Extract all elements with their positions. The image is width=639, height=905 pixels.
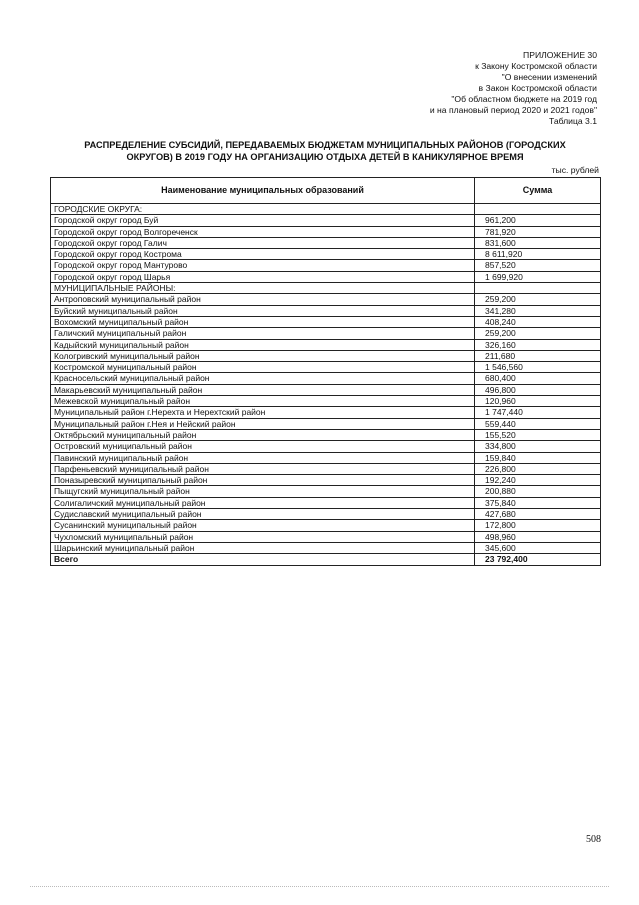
- municipality-name-cell: Сусанинский муниципальный район: [51, 520, 475, 531]
- document-title-line: ОКРУГОВ) В 2019 ГОДУ НА ОРГАНИЗАЦИЮ ОТДЫХА ДЕТЕЙ В КАНИКУЛЯРНОЕ ВРЕМЯ: [126, 151, 524, 162]
- table-row: [51, 418, 601, 429]
- section-header-row: [51, 204, 601, 215]
- municipality-name-cell: Макарьевский муниципальный район: [51, 384, 475, 395]
- table-row: [51, 486, 601, 497]
- column-header-name: Наименование муниципальных образований: [51, 178, 475, 204]
- municipality-name-cell: Буйский муниципальный район: [51, 305, 475, 316]
- municipality-name-cell: Муниципальный район г.Нерехта и Нерехтский район: [51, 407, 475, 418]
- table-row: [51, 294, 601, 305]
- sum-cell: 200,880: [475, 486, 601, 497]
- municipality-name-cell: Костромской муниципальный район: [51, 362, 475, 373]
- table-row: [51, 441, 601, 452]
- sum-cell: 159,840: [475, 452, 601, 463]
- sum-cell: 155,520: [475, 429, 601, 440]
- municipality-name-cell: Галичский муниципальный район: [51, 328, 475, 339]
- sum-cell: 680,400: [475, 373, 601, 384]
- table-header-row: [51, 178, 601, 204]
- table-number: Таблица 3.1: [548, 116, 597, 126]
- municipality-name-cell: Октябрьский муниципальный район: [51, 429, 475, 440]
- sum-cell: 559,440: [475, 418, 601, 429]
- municipality-name-cell: Островский муниципальный район: [51, 441, 475, 452]
- municipality-name-cell: Чухломский муниципальный район: [51, 531, 475, 542]
- table-row: [51, 396, 601, 407]
- municipality-name-cell: Городской округ город Кострома: [51, 249, 475, 260]
- table-row: [51, 384, 601, 395]
- municipality-name-cell: Городской округ город Мантурово: [51, 260, 475, 271]
- subsidy-table: [50, 177, 601, 566]
- appendix-header: [430, 50, 597, 127]
- table-row: [51, 373, 601, 384]
- appendix-line: к Закону Костромской области: [475, 61, 597, 71]
- appendix-line: "Об областном бюджете на 2019 год: [451, 94, 597, 104]
- footer-divider: [30, 886, 609, 887]
- sum-cell: 172,800: [475, 520, 601, 531]
- table-row: [51, 328, 601, 339]
- page-number: 508: [586, 834, 601, 845]
- municipality-name-cell: Судиславский муниципальный район: [51, 509, 475, 520]
- municipality-name-cell: Кологривский муниципальный район: [51, 350, 475, 361]
- table-row: [51, 452, 601, 463]
- municipality-name-cell: МУНИЦИПАЛЬНЫЕ РАЙОНЫ:: [51, 283, 475, 294]
- municipality-name-cell: Городской округ город Буй: [51, 215, 475, 226]
- total-label-cell: Всего: [51, 554, 475, 565]
- municipality-name-cell: Кадыйский муниципальный район: [51, 339, 475, 350]
- municipality-name-cell: Муниципальный район г.Нея и Нейский район: [51, 418, 475, 429]
- sum-cell: 375,840: [475, 497, 601, 508]
- municipality-name-cell: Парфеньевский муниципальный район: [51, 463, 475, 474]
- document-title-line: РАСПРЕДЕЛЕНИЕ СУБСИДИЙ, ПЕРЕДАВАЕМЫХ БЮДЖЕТАМ МУНИЦИПАЛЬНЫХ РАЙОНОВ (ГОРОДСКИХ: [84, 140, 566, 150]
- sum-cell: 857,520: [475, 260, 601, 271]
- table-row: [51, 215, 601, 226]
- municipality-name-cell: Антроповский муниципальный район: [51, 294, 475, 305]
- sum-cell: 334,800: [475, 441, 601, 452]
- municipality-name-cell: Павинский муниципальный район: [51, 452, 475, 463]
- sum-cell: 781,920: [475, 226, 601, 237]
- appendix-line: "О внесении изменений: [501, 72, 597, 82]
- table-row: [51, 271, 601, 282]
- sum-cell: 8 611,920: [475, 249, 601, 260]
- sum-cell: 427,680: [475, 509, 601, 520]
- sum-cell: 408,240: [475, 316, 601, 327]
- sum-cell: 226,800: [475, 463, 601, 474]
- appendix-line: в Закон Костромской области: [478, 83, 597, 93]
- sum-cell: 1 699,920: [475, 271, 601, 282]
- table-row: [51, 429, 601, 440]
- table-row: [51, 497, 601, 508]
- table-row: [51, 305, 601, 316]
- sum-cell: 831,600: [475, 237, 601, 248]
- table-row: [51, 226, 601, 237]
- municipality-name-cell: Шарьинский муниципальный район: [51, 542, 475, 553]
- municipality-name-cell: Солигаличский муниципальный район: [51, 497, 475, 508]
- table-row: [51, 316, 601, 327]
- section-header-row: [51, 283, 601, 294]
- table-row: [51, 260, 601, 271]
- sum-cell: 341,280: [475, 305, 601, 316]
- sum-cell: 211,680: [475, 350, 601, 361]
- document-title: [60, 140, 590, 163]
- sum-cell: 498,960: [475, 531, 601, 542]
- appendix-line: ПРИЛОЖЕНИЕ 30: [523, 50, 597, 60]
- table-row: [51, 542, 601, 553]
- municipality-name-cell: Городской округ город Галич: [51, 237, 475, 248]
- table-row: [51, 237, 601, 248]
- municipality-name-cell: Межевской муниципальный район: [51, 396, 475, 407]
- municipality-name-cell: Вохомский муниципальный район: [51, 316, 475, 327]
- table-row: [51, 463, 601, 474]
- table-row: [51, 520, 601, 531]
- municipality-name-cell: Пыщугский муниципальный район: [51, 486, 475, 497]
- table-row: [51, 350, 601, 361]
- table-row: [51, 509, 601, 520]
- sum-cell: 259,200: [475, 294, 601, 305]
- column-header-sum: Сумма: [475, 178, 601, 204]
- table-row: [51, 249, 601, 260]
- sum-cell: [475, 283, 601, 294]
- sum-cell: 120,960: [475, 396, 601, 407]
- sum-cell: [475, 204, 601, 215]
- sum-cell: 1 546,560: [475, 362, 601, 373]
- total-sum-cell: 23 792,400: [475, 554, 601, 565]
- table-row: [51, 362, 601, 373]
- municipality-name-cell: Поназыревский муниципальный район: [51, 475, 475, 486]
- sum-cell: 496,800: [475, 384, 601, 395]
- sum-cell: 192,240: [475, 475, 601, 486]
- sum-cell: 1 747,440: [475, 407, 601, 418]
- municipality-name-cell: Городской округ город Волгореченск: [51, 226, 475, 237]
- table-row: [51, 531, 601, 542]
- appendix-line: и на плановый период 2020 и 2021 годов": [429, 105, 597, 115]
- table-body: [51, 204, 601, 566]
- municipality-name-cell: Красносельский муниципальный район: [51, 373, 475, 384]
- sum-cell: 961,200: [475, 215, 601, 226]
- sum-cell: 259,200: [475, 328, 601, 339]
- sum-cell: 326,160: [475, 339, 601, 350]
- table-row: [51, 475, 601, 486]
- municipality-name-cell: Городской округ город Шарья: [51, 271, 475, 282]
- table-row: [51, 339, 601, 350]
- total-row: [51, 554, 601, 565]
- table-row: [51, 407, 601, 418]
- units-label: тыс. рублей: [551, 165, 599, 175]
- sum-cell: 345,600: [475, 542, 601, 553]
- municipality-name-cell: ГОРОДСКИЕ ОКРУГА:: [51, 204, 475, 215]
